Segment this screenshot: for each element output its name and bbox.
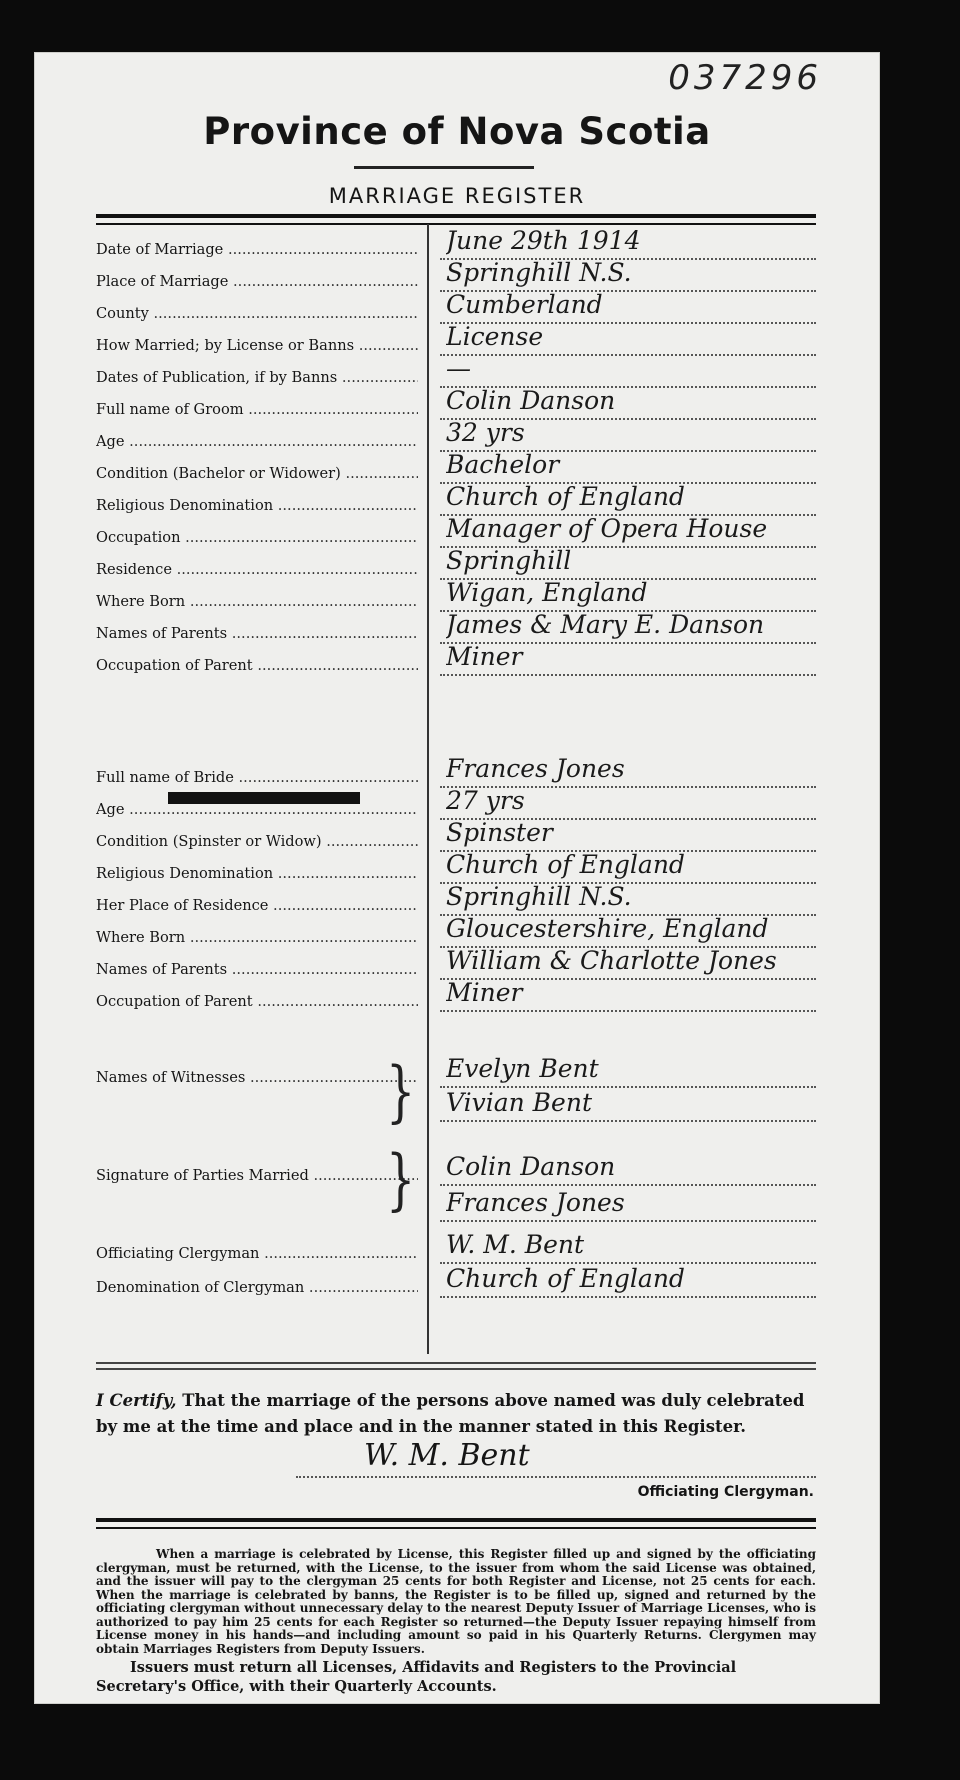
field-row [96,1264,816,1298]
field-dotted-line [440,1184,816,1186]
field-row [96,322,816,356]
field-label: Names of Witnesses ..... [96,1069,418,1086]
field-row [96,610,816,644]
field-handwritten-value: Vivian Bent [446,1088,592,1117]
field-handwritten-value: Manager of Opera House [446,514,768,543]
field-label: Occupation ..... [96,529,418,546]
field-label: Where Born ..... [96,929,418,946]
field-handwritten-value: Church of England [446,850,685,879]
field-row [96,418,816,452]
form-subtitle: MARRIAGE REGISTER [328,184,586,208]
page-title: Province of Nova Scotia [203,110,711,153]
field-handwritten-value: Frances Jones [446,754,625,783]
field-row [96,882,816,916]
field-dotted-line [440,1120,816,1122]
return-instructions: When a marriage is celebrated by License, this Register filled up and signed by the officiating clergyman, must be returned, with the License, to the issuer from whom the said License was obtained, and the issuer will pay to the clergyman 25 cents for both Register and License, not 25 cents for each. When the marriage is celebrated by banns, the Register is to be filled up, signed and returned by the officiating clergyman without unnecessary delay to the nearest Deputy Issuer of Marriage Licenses, who is authorized to pay him 25 cents for each Register so returned—the Deputy Issuer repaying himself from License money in his hands—and including amount so paid in his Quarterly Returns. Clergymen may obtain Marriages Registers from Deputy Issuers. [96,1547,816,1656]
field-row [96,386,816,420]
field-handwritten-value: James & Mary E. Danson [446,610,765,639]
field-row [96,1088,816,1122]
field-handwritten-value: Springhill N.S. [446,882,632,911]
header-divider [96,214,816,225]
field-row [96,642,816,676]
field-row [96,450,816,484]
field-label: County ..... [96,305,418,322]
field-dotted-line [440,1010,816,1012]
officiating-clergyman-caption: Officiating Clergyman. [637,1484,814,1500]
witnesses-brace: } [386,1051,416,1131]
field-handwritten-value: 27 yrs [446,786,525,815]
field-handwritten-value: Spinster [446,818,553,847]
title-underline [354,166,534,169]
issuers-notice: Issuers must return all Licenses, Affidavits and Registers to the Provincial Secretary's Office, with their Quarterly Accounts. [96,1659,737,1695]
field-handwritten-value: Church of England [446,482,685,511]
field-handwritten-value: Miner [446,642,523,671]
field-label: Age ..... [96,433,418,450]
field-handwritten-value: Evelyn Bent [446,1054,599,1083]
field-row [96,850,816,884]
field-handwritten-value: Bachelor [446,450,560,479]
field-label: Names of Parents ..... [96,625,418,642]
field-row [96,354,816,388]
field-label: Residence ..... [96,561,418,578]
certify-text: That the marriage of the persons above named was duly celebrated by me at the time and place and in the manner stated in this Register. [96,1391,805,1436]
certify-statement [96,1388,816,1440]
field-handwritten-value: Gloucestershire, England [446,914,769,943]
field-label: Religious Denomination ..... [96,497,418,514]
field-label: Full name of Bride ..... [96,769,418,786]
field-label: Condition (Bachelor or Widower) ..... [96,465,418,482]
field-handwritten-value: License [446,322,544,351]
field-row [96,290,816,324]
field-row [96,578,816,612]
field-handwritten-value: Cumberland [446,290,603,319]
field-row [96,754,816,788]
field-label: Religious Denomination ..... [96,865,418,882]
field-row [96,226,816,260]
field-label: Names of Parents ..... [96,961,418,978]
field-label: Age ..... [96,801,418,818]
field-label: Signature of Parties Married ..... [96,1167,418,1184]
clergyman-signature: W. M. Bent [364,1438,530,1473]
field-handwritten-value: Springhill N.S. [446,258,632,287]
field-label: Full name of Groom ..... [96,401,418,418]
field-handwritten-value: W. M. Bent [446,1230,585,1259]
field-label: Denomination of Clergyman ..... [96,1279,418,1296]
field-handwritten-value: 32 yrs [446,418,525,447]
field-row [96,514,816,548]
field-handwritten-value: Springhill [446,546,572,575]
notice-divider [96,1518,816,1529]
field-handwritten-value: Miner [446,978,523,1007]
field-row [96,978,816,1012]
field-handwritten-value: Colin Danson [446,386,616,415]
field-row [96,1152,816,1186]
field-handwritten-value: Colin Danson [446,1152,616,1181]
parties-brace: } [386,1139,416,1219]
field-label: Where Born ..... [96,593,418,610]
field-row [96,258,816,292]
field-row [96,546,816,580]
field-label: Her Place of Residence ..... [96,897,418,914]
field-label: Occupation of Parent ..... [96,993,418,1010]
field-handwritten-value: Frances Jones [446,1188,625,1217]
field-dotted-line [440,1220,816,1222]
register-form [34,52,880,1704]
field-row [96,1230,816,1264]
field-label: Occupation of Parent ..... [96,657,418,674]
field-row [96,818,816,852]
field-label: Condition (Spinster or Widow) ..... [96,833,418,850]
field-row [96,482,816,516]
section-separator-bar [168,792,360,804]
field-label: Place of Marriage ..... [96,273,418,290]
field-label: Date of Marriage ..... [96,241,418,258]
field-dotted-line [440,1296,816,1298]
field-handwritten-value: June 29th 1914 [446,226,641,255]
certify-divider [96,1362,816,1370]
field-dotted-line [440,674,816,676]
field-label: Dates of Publication, if by Banns ..... [96,369,418,386]
field-label: Officiating Clergyman ..... [96,1245,418,1262]
field-row [96,1188,816,1222]
field-row [96,1054,816,1088]
field-label: How Married; by License or Banns ..... [96,337,418,354]
field-handwritten-value: — [446,354,471,383]
field-row [96,914,816,948]
field-handwritten-value: William & Charlotte Jones [446,946,777,975]
signature-line [296,1476,816,1478]
field-handwritten-value: Church of England [446,1264,685,1293]
certify-lead: I Certify, [96,1391,177,1410]
register-number: 037296 [668,58,822,98]
field-row [96,946,816,980]
field-handwritten-value: Wigan, England [446,578,648,607]
